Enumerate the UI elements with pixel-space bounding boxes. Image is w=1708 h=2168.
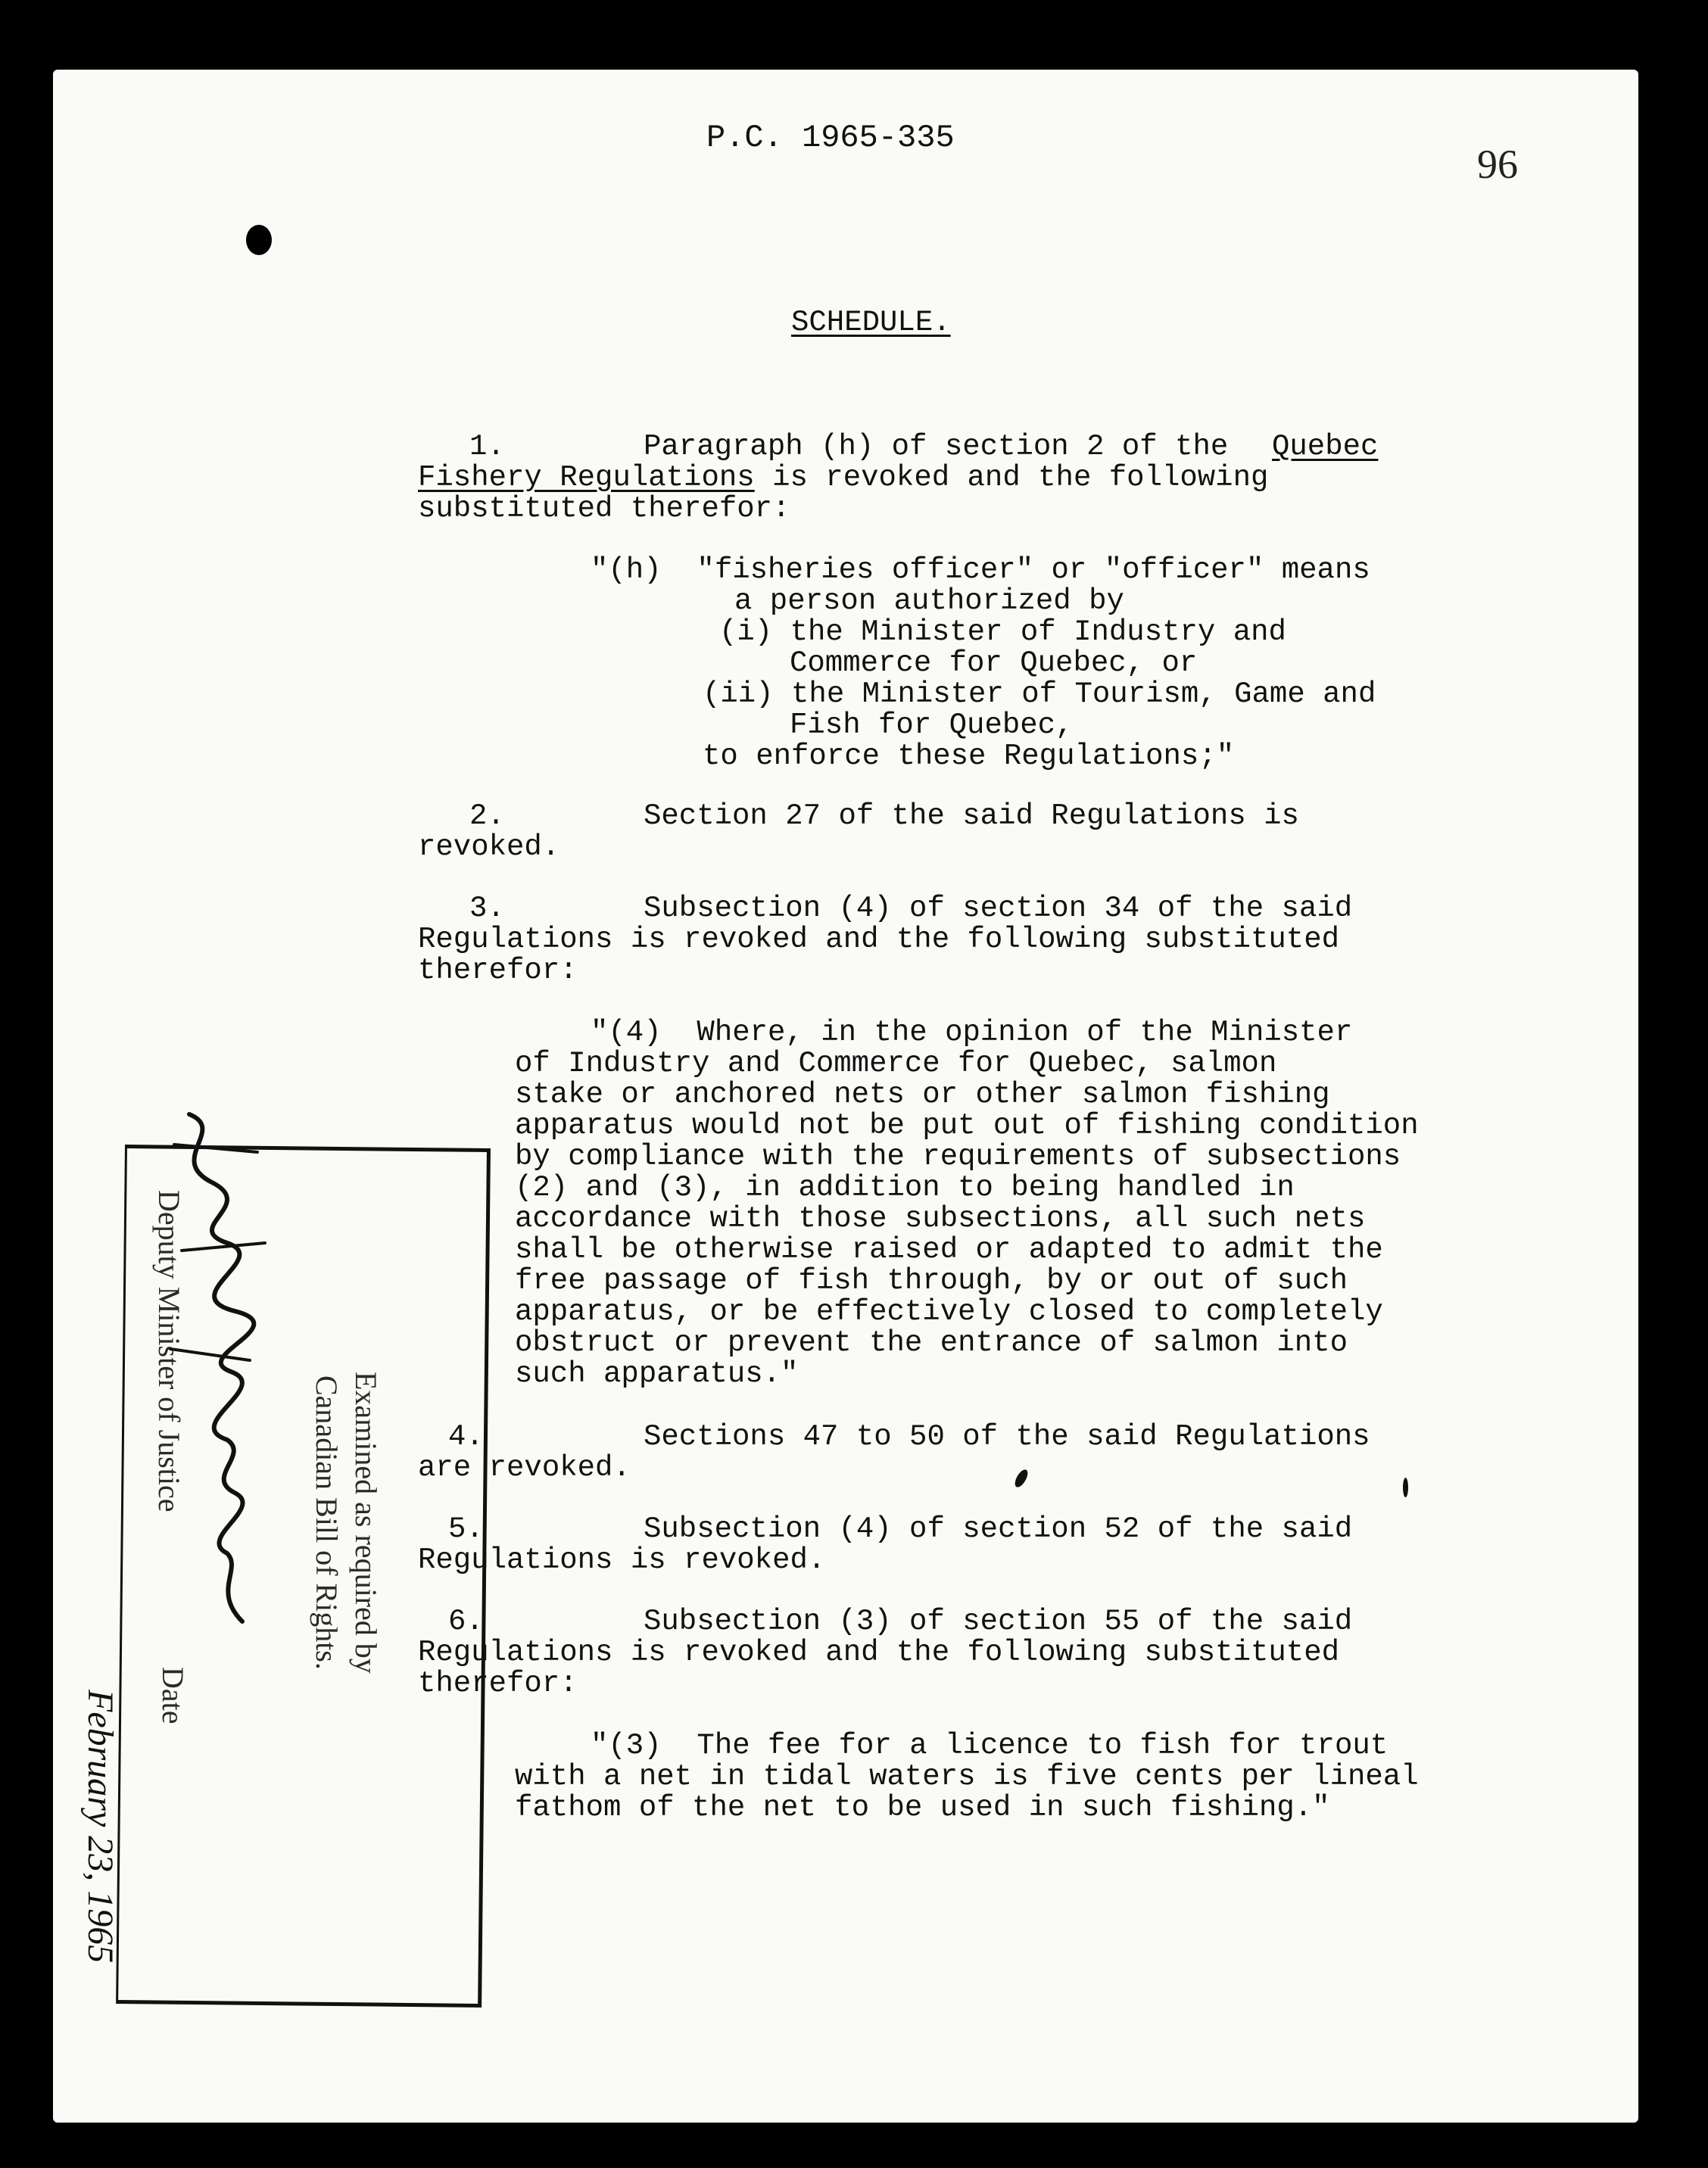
item-text: are revoked. (418, 1451, 631, 1484)
item-text: Regulations is revoked and the following substituted (418, 1636, 1339, 1669)
schedule-title: SCHEDULE. (791, 306, 951, 339)
item-text: Subsection (4) of section 52 of the said (644, 1512, 1353, 1546)
date-label: Date (156, 1667, 190, 1724)
quote-line: "(4) Where, in the opinion of the Minister (591, 1016, 1353, 1049)
document-page (53, 70, 1638, 2123)
quote-line: of Industry and Commerce for Quebec, salmon (515, 1047, 1277, 1080)
quote-line: (ii) the Minister of Tourism, Game and (703, 678, 1376, 711)
quote-line: (2) and (3), in addition to being handled in (515, 1171, 1295, 1204)
item-number: 4. (448, 1420, 484, 1453)
stamp-text-line: Examined as required by (349, 1372, 383, 1674)
item-text: Section 27 of the said Regulations is (644, 799, 1299, 833)
document-number: P.C. 1965-335 (706, 120, 955, 156)
punch-hole (246, 225, 272, 255)
item-text: therefor: (418, 1667, 578, 1700)
item-text: Regulations is revoked and the following substituted (418, 923, 1339, 956)
regulation-title: Quebec (1272, 430, 1379, 463)
quote-line: apparatus would not be put out of fishing condition (515, 1109, 1419, 1142)
quote-line: with a net in tidal waters is five cents per lineal (515, 1760, 1419, 1793)
quote-line: "(3) The fee for a licence to fish for trout (591, 1729, 1389, 1762)
quote-line: shall be otherwise raised or adapted to admit the (515, 1233, 1383, 1266)
handwritten-date: February 23, 1965 (80, 1690, 120, 1964)
item-text-line (418, 463, 1268, 494)
quote-line: to enforce these Regulations;" (703, 740, 1235, 773)
quote-line: stake or anchored nets or other salmon fishing (515, 1078, 1330, 1111)
stamp-text-line: Canadian Bill of Rights. (310, 1375, 344, 1670)
item-text: therefor: (418, 954, 578, 987)
ink-speck (1012, 1468, 1030, 1490)
item-text: Paragraph (h) of section 2 of the (644, 430, 1229, 463)
quote-line: fathom of the net to be used in such fishing." (515, 1791, 1330, 1824)
item-text: substituted therefor: (418, 492, 790, 525)
quote-line: "(h) "fisheries officer" or "officer" means (591, 553, 1370, 587)
item-text: Regulations is revoked. (418, 1543, 826, 1577)
quote-line: by compliance with the requirements of subsections (515, 1140, 1401, 1173)
item-number: 6. (448, 1605, 484, 1638)
item-number: 2. (469, 799, 505, 833)
signer-title: Deputy Minister of Justice (152, 1190, 186, 1512)
item-text: Subsection (4) of section 34 of the said (644, 892, 1353, 925)
item-number: 1. (469, 430, 505, 463)
quote-line: Fish for Quebec, (790, 709, 1074, 742)
ink-speck (1403, 1478, 1408, 1497)
quote-line: such apparatus." (515, 1357, 799, 1391)
item-text: Subsection (3) of section 55 of the said (644, 1605, 1353, 1638)
quote-line: (i) the Minister of Industry and (719, 615, 1286, 649)
quote-line: free passage of fish through, by or out of such (515, 1264, 1348, 1297)
quote-line: Commerce for Quebec, or (790, 646, 1198, 680)
quote-line: obstruct or prevent the entrance of salmon into (515, 1326, 1348, 1360)
item-text: revoked. (418, 830, 560, 864)
quote-line: apparatus, or be effectively closed to completely (515, 1295, 1383, 1329)
item-text: Sections 47 to 50 of the said Regulations (644, 1420, 1370, 1453)
signature (159, 1099, 326, 1644)
regulation-title: Fishery Regulations (418, 461, 755, 494)
item-number: 3. (469, 892, 505, 925)
item-number: 5. (448, 1512, 484, 1546)
quote-line: accordance with those subsections, all such nets (515, 1202, 1366, 1235)
item-text: is revoked and the following (754, 461, 1269, 494)
page-number: 96 (1477, 142, 1518, 187)
quote-line: a person authorized by (734, 584, 1124, 618)
